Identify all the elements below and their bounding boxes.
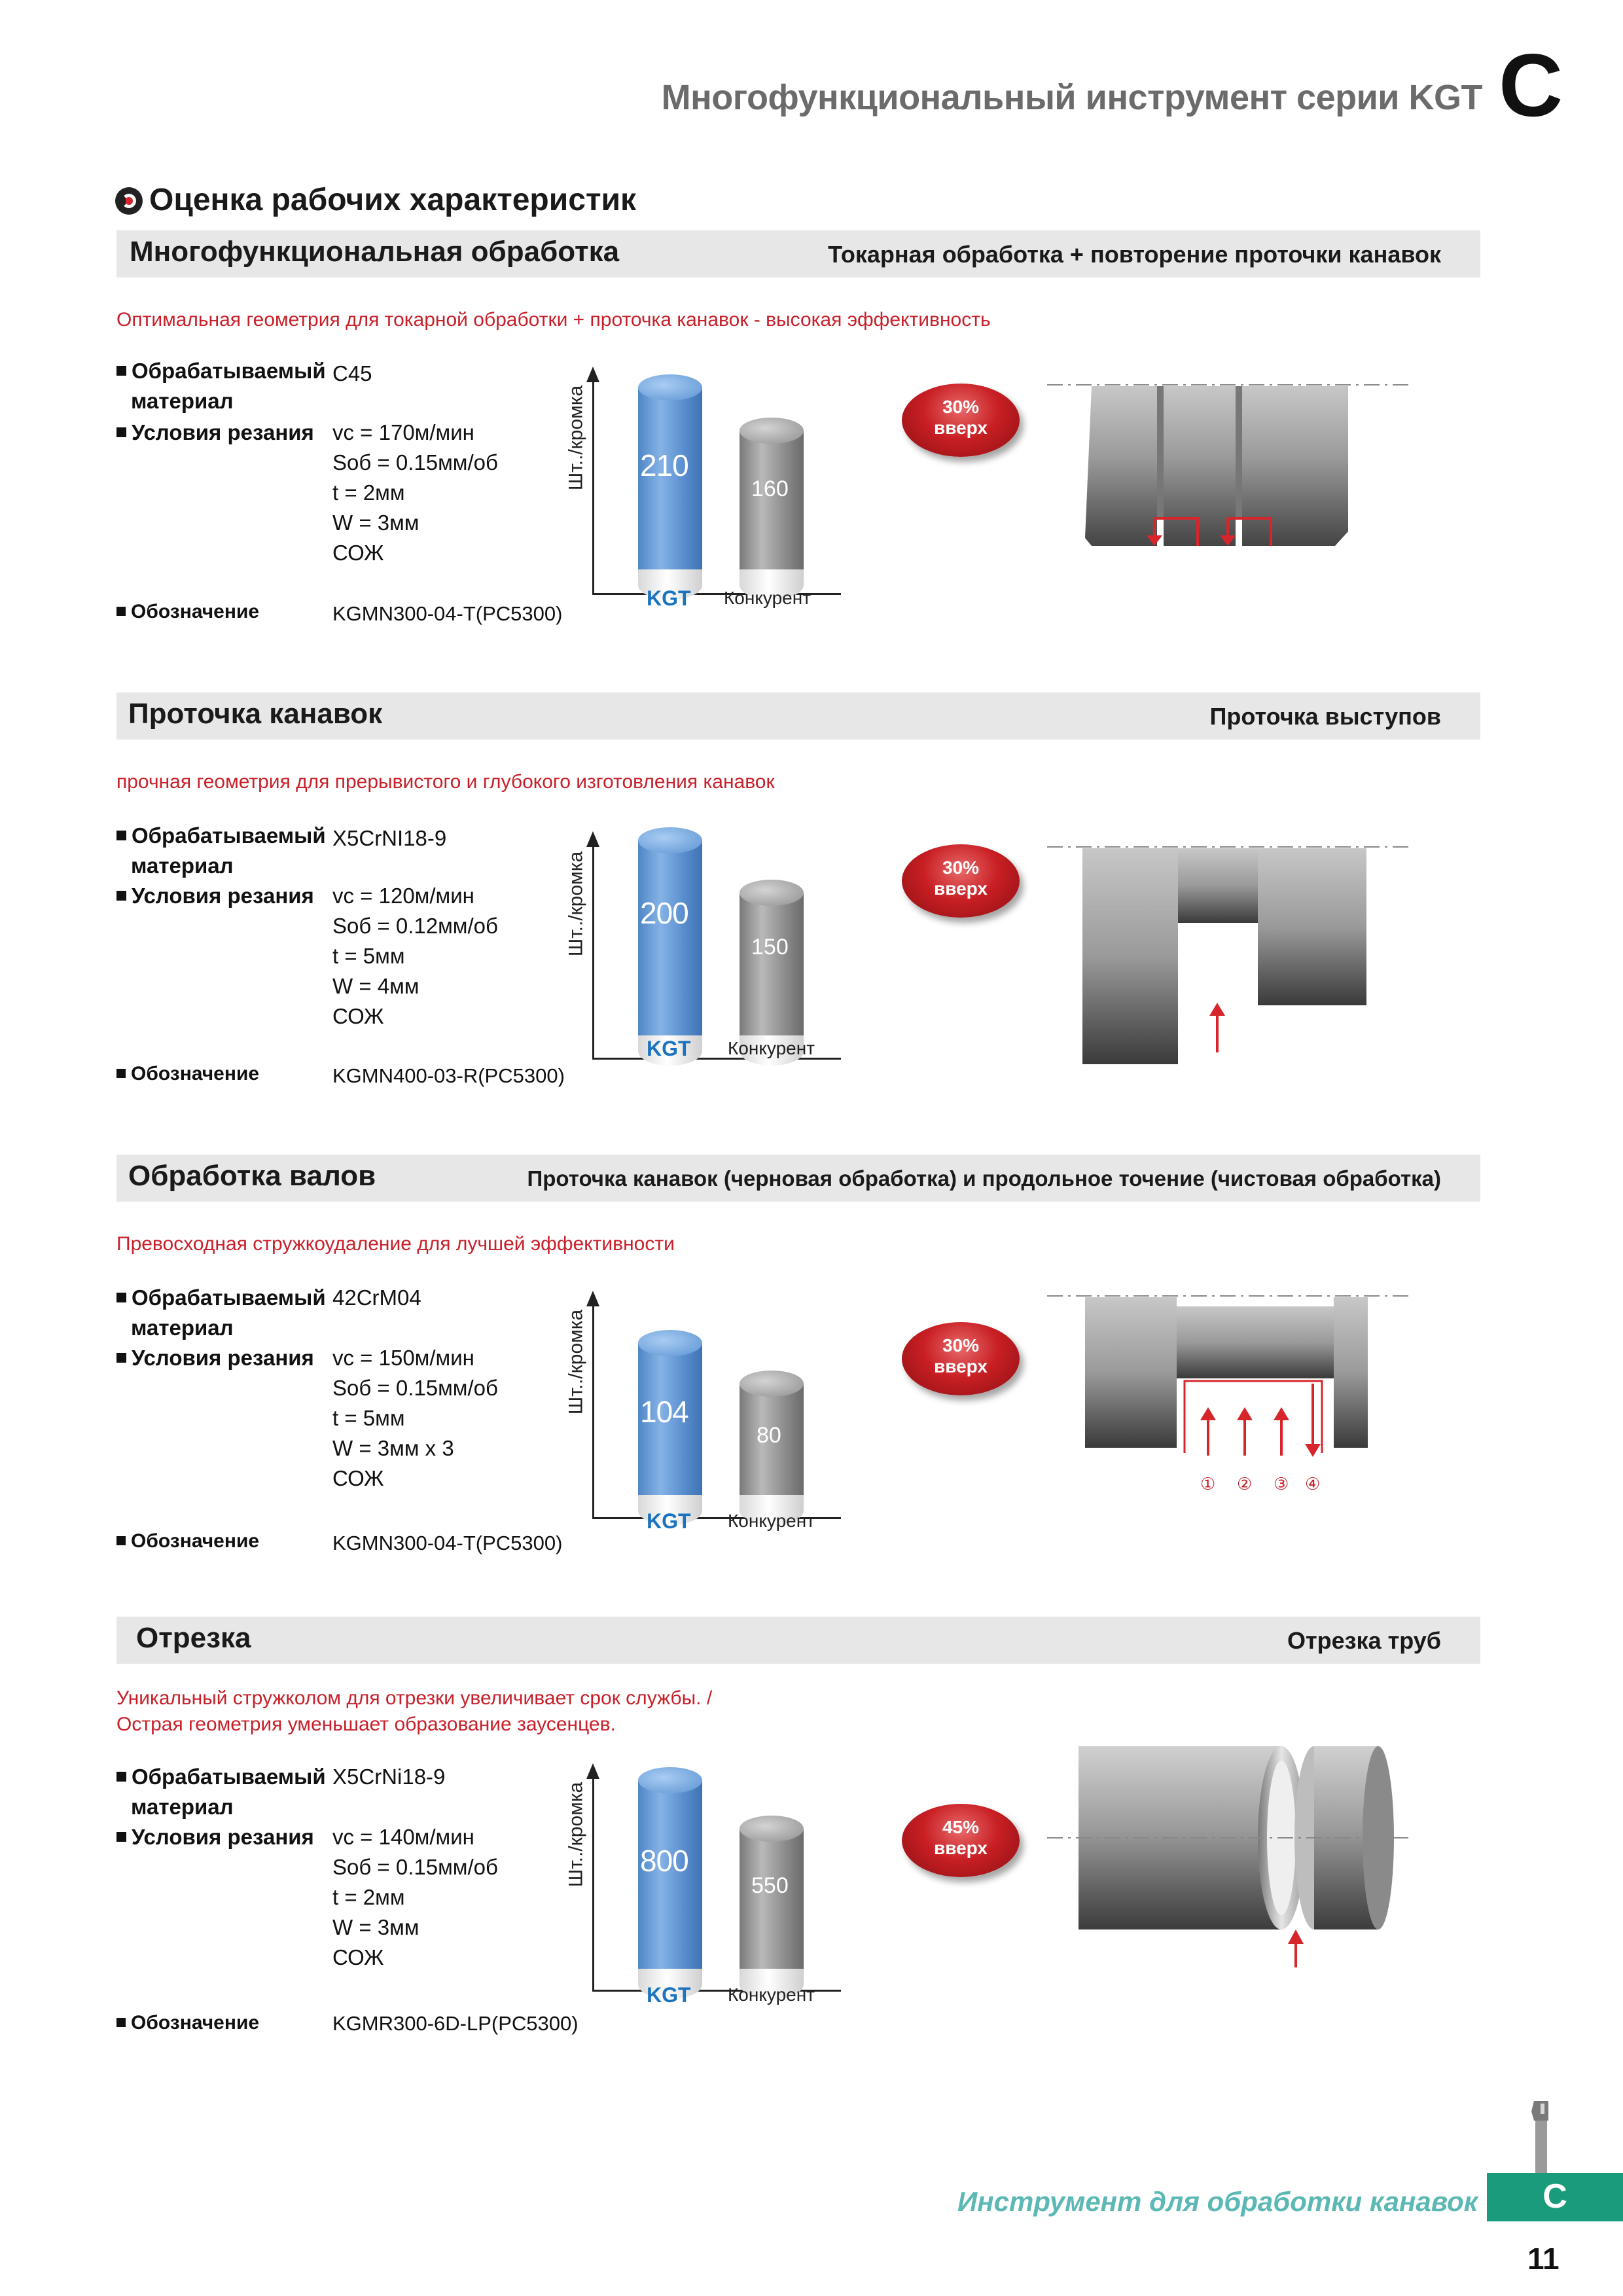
- data-label-competitor: 160: [751, 476, 789, 501]
- badge-percent: 45%: [942, 1817, 980, 1837]
- y-axis-label: Шт../кромка: [565, 385, 587, 491]
- conditions-label: Условия резания: [116, 1346, 314, 1371]
- condition-vc: vc = 170м/мин: [332, 420, 474, 444]
- condition-width: W = 3мм: [332, 511, 419, 535]
- condition-depth: t = 5мм: [332, 1406, 405, 1430]
- data-label-competitor: 150: [751, 935, 789, 960]
- y-axis: [592, 843, 594, 1059]
- y-axis-label: Шт../кромка: [565, 1782, 587, 1888]
- footer-title: Инструмент для обработки канавок: [957, 2186, 1478, 2217]
- section-title: Обработка валов: [128, 1160, 376, 1192]
- material-value: X5CrNi18-9: [332, 1765, 446, 1789]
- data-label-kgt: 800: [640, 1844, 688, 1878]
- condition-coolant: СОЖ: [332, 1004, 384, 1028]
- tick-label-competitor: Конкурент: [728, 1038, 815, 1058]
- designation-value: KGMN400-03-R(PC5300): [332, 1064, 565, 1087]
- material-label: Обрабатываемый: [116, 359, 326, 384]
- section-note: Оптимальная геометрия для токарной обработки + проточка канавок - высокая эффективность: [116, 309, 991, 331]
- designation-value: KGMR300-6D-LP(PC5300): [332, 2012, 579, 2035]
- page-header-title: Многофункциональный инструмент серии KGT: [661, 78, 1482, 117]
- condition-depth: t = 2мм: [332, 1885, 405, 1909]
- material-label-cont: материал: [131, 389, 234, 413]
- badge-percent: 30%: [942, 1335, 980, 1355]
- section-title: Отрезка: [136, 1622, 251, 1654]
- condition-coolant: СОЖ: [332, 541, 384, 565]
- condition-coolant: СОЖ: [332, 1945, 384, 1969]
- improvement-badge: [902, 1322, 1020, 1395]
- tick-label-competitor: Конкурент: [724, 588, 812, 608]
- material-value: X5CrNI18-9: [332, 826, 447, 850]
- badge-word: вверх: [934, 1838, 988, 1858]
- material-value: 42CrM04: [332, 1285, 421, 1310]
- improvement-badge: [902, 1804, 1020, 1877]
- tick-label-kgt: KGT: [647, 1509, 691, 1533]
- grooving-tool-icon: [1525, 2101, 1558, 2174]
- section-title: Проточка канавок: [128, 698, 383, 730]
- data-label-kgt: 104: [640, 1395, 688, 1429]
- y-axis: [592, 1775, 594, 1991]
- badge-word: вверх: [934, 418, 988, 438]
- badge-word: вверх: [934, 878, 988, 899]
- step-marker-1: ①: [1200, 1474, 1216, 1494]
- data-label-kgt: 210: [640, 448, 688, 482]
- condition-feed: Sоб = 0.12мм/об: [332, 914, 498, 938]
- data-label-competitor: 550: [751, 1873, 789, 1898]
- section-subtitle: Токарная обработка + повторение проточки канавок: [828, 241, 1441, 268]
- material-label: Обрабатываемый: [116, 1285, 326, 1310]
- badge-percent: 30%: [942, 397, 980, 417]
- conditions-label: Условия резания: [116, 420, 314, 445]
- section-subtitle: Отрезка труб: [1287, 1627, 1441, 1654]
- page-title: Оценка рабочих характеристик: [149, 183, 636, 217]
- designation-label: Обозначение: [116, 1063, 259, 1085]
- designation-label: Обозначение: [116, 1530, 259, 1552]
- designation-label: Обозначение: [116, 601, 259, 623]
- tick-label-kgt: KGT: [647, 586, 691, 610]
- condition-width: W = 4мм: [332, 974, 419, 998]
- condition-vc: vc = 120м/мин: [332, 884, 474, 908]
- y-axis-label: Шт../кромка: [565, 1309, 587, 1415]
- material-value: C45: [332, 361, 372, 386]
- footer-section-tab: [1487, 2173, 1623, 2221]
- condition-width: W = 3мм x 3: [332, 1436, 454, 1460]
- section-subtitle: Проточка выступов: [1209, 703, 1441, 730]
- arrow-circle-icon: [115, 187, 143, 215]
- grooving-workpiece-illustration: [1047, 836, 1414, 1072]
- section-note-line-1: Уникальный стружколом для отрезки увеличивает срок службы. /: [116, 1687, 713, 1709]
- tick-label-competitor: Конкурент: [728, 1984, 815, 2005]
- tick-label-kgt: KGT: [647, 1037, 691, 1060]
- conditions-label: Условия резания: [116, 1825, 314, 1850]
- footer-section-letter: C: [1543, 2178, 1567, 2215]
- section-note: прочная геометрия для прерывистого и глубокого изготовления канавок: [116, 771, 775, 793]
- condition-width: W = 3мм: [332, 1915, 419, 1939]
- tick-label-kgt: KGT: [647, 1983, 691, 2007]
- badge-percent: 30%: [942, 857, 980, 878]
- condition-feed: Sоб = 0.15мм/об: [332, 450, 498, 475]
- condition-vc: vc = 150м/мин: [332, 1346, 474, 1370]
- improvement-badge: [902, 384, 1020, 457]
- multifunction-workpiece-illustration: [1047, 374, 1414, 571]
- section-subtitle: Проточка канавок (черновая обработка) и продольное точение (чистовая обработка): [527, 1166, 1441, 1191]
- y-axis: [592, 378, 594, 594]
- material-label: Обрабатываемый: [116, 1765, 326, 1789]
- tick-label-competitor: Конкурент: [728, 1511, 815, 1531]
- condition-depth: t = 2мм: [332, 480, 405, 505]
- material-label-cont: материал: [131, 1316, 234, 1340]
- designation-value: KGMN300-04-T(PC5300): [332, 1532, 563, 1554]
- condition-depth: t = 5мм: [332, 944, 405, 968]
- section-note-line-2: Острая геометрия уменьшает образование заусенцев.: [116, 1713, 616, 1735]
- tube-parting-illustration: [1047, 1734, 1414, 1996]
- step-marker-3: ③: [1274, 1474, 1289, 1494]
- section-title: Многофункциональная обработка: [130, 236, 620, 268]
- designation-label: Обозначение: [116, 2012, 259, 2034]
- step-marker-2: ②: [1237, 1474, 1253, 1494]
- condition-feed: Sоб = 0.15мм/об: [332, 1855, 498, 1879]
- chapter-letter: C: [1499, 35, 1563, 135]
- improvement-badge: [902, 844, 1020, 918]
- conditions-label: Условия резания: [116, 884, 314, 908]
- material-label: Обрабатываемый: [116, 823, 326, 848]
- condition-feed: Sоб = 0.15мм/об: [332, 1376, 498, 1400]
- badge-word: вверх: [934, 1356, 988, 1376]
- condition-coolant: СОЖ: [332, 1466, 384, 1490]
- y-axis-label: Шт../кромка: [565, 851, 587, 957]
- data-label-kgt: 200: [640, 896, 688, 930]
- condition-vc: vc = 140м/мин: [332, 1825, 474, 1849]
- section-header-bar: [116, 692, 1480, 740]
- material-label-cont: материал: [131, 853, 234, 878]
- designation-value: KGMN300-04-T(PC5300): [332, 602, 563, 625]
- data-label-competitor: 80: [757, 1423, 781, 1448]
- section-header-bar: [116, 230, 1480, 278]
- step-marker-4: ④: [1305, 1474, 1321, 1494]
- section-header-bar: [116, 1617, 1480, 1664]
- material-label-cont: материал: [131, 1795, 234, 1819]
- shaft-workpiece-illustration: [1047, 1285, 1414, 1475]
- page-number: 11: [1527, 2242, 1560, 2276]
- section-note: Превосходная стружкоудаление для лучшей эффективности: [116, 1233, 675, 1255]
- section-header-bar: [116, 1155, 1480, 1202]
- y-axis: [592, 1302, 594, 1518]
